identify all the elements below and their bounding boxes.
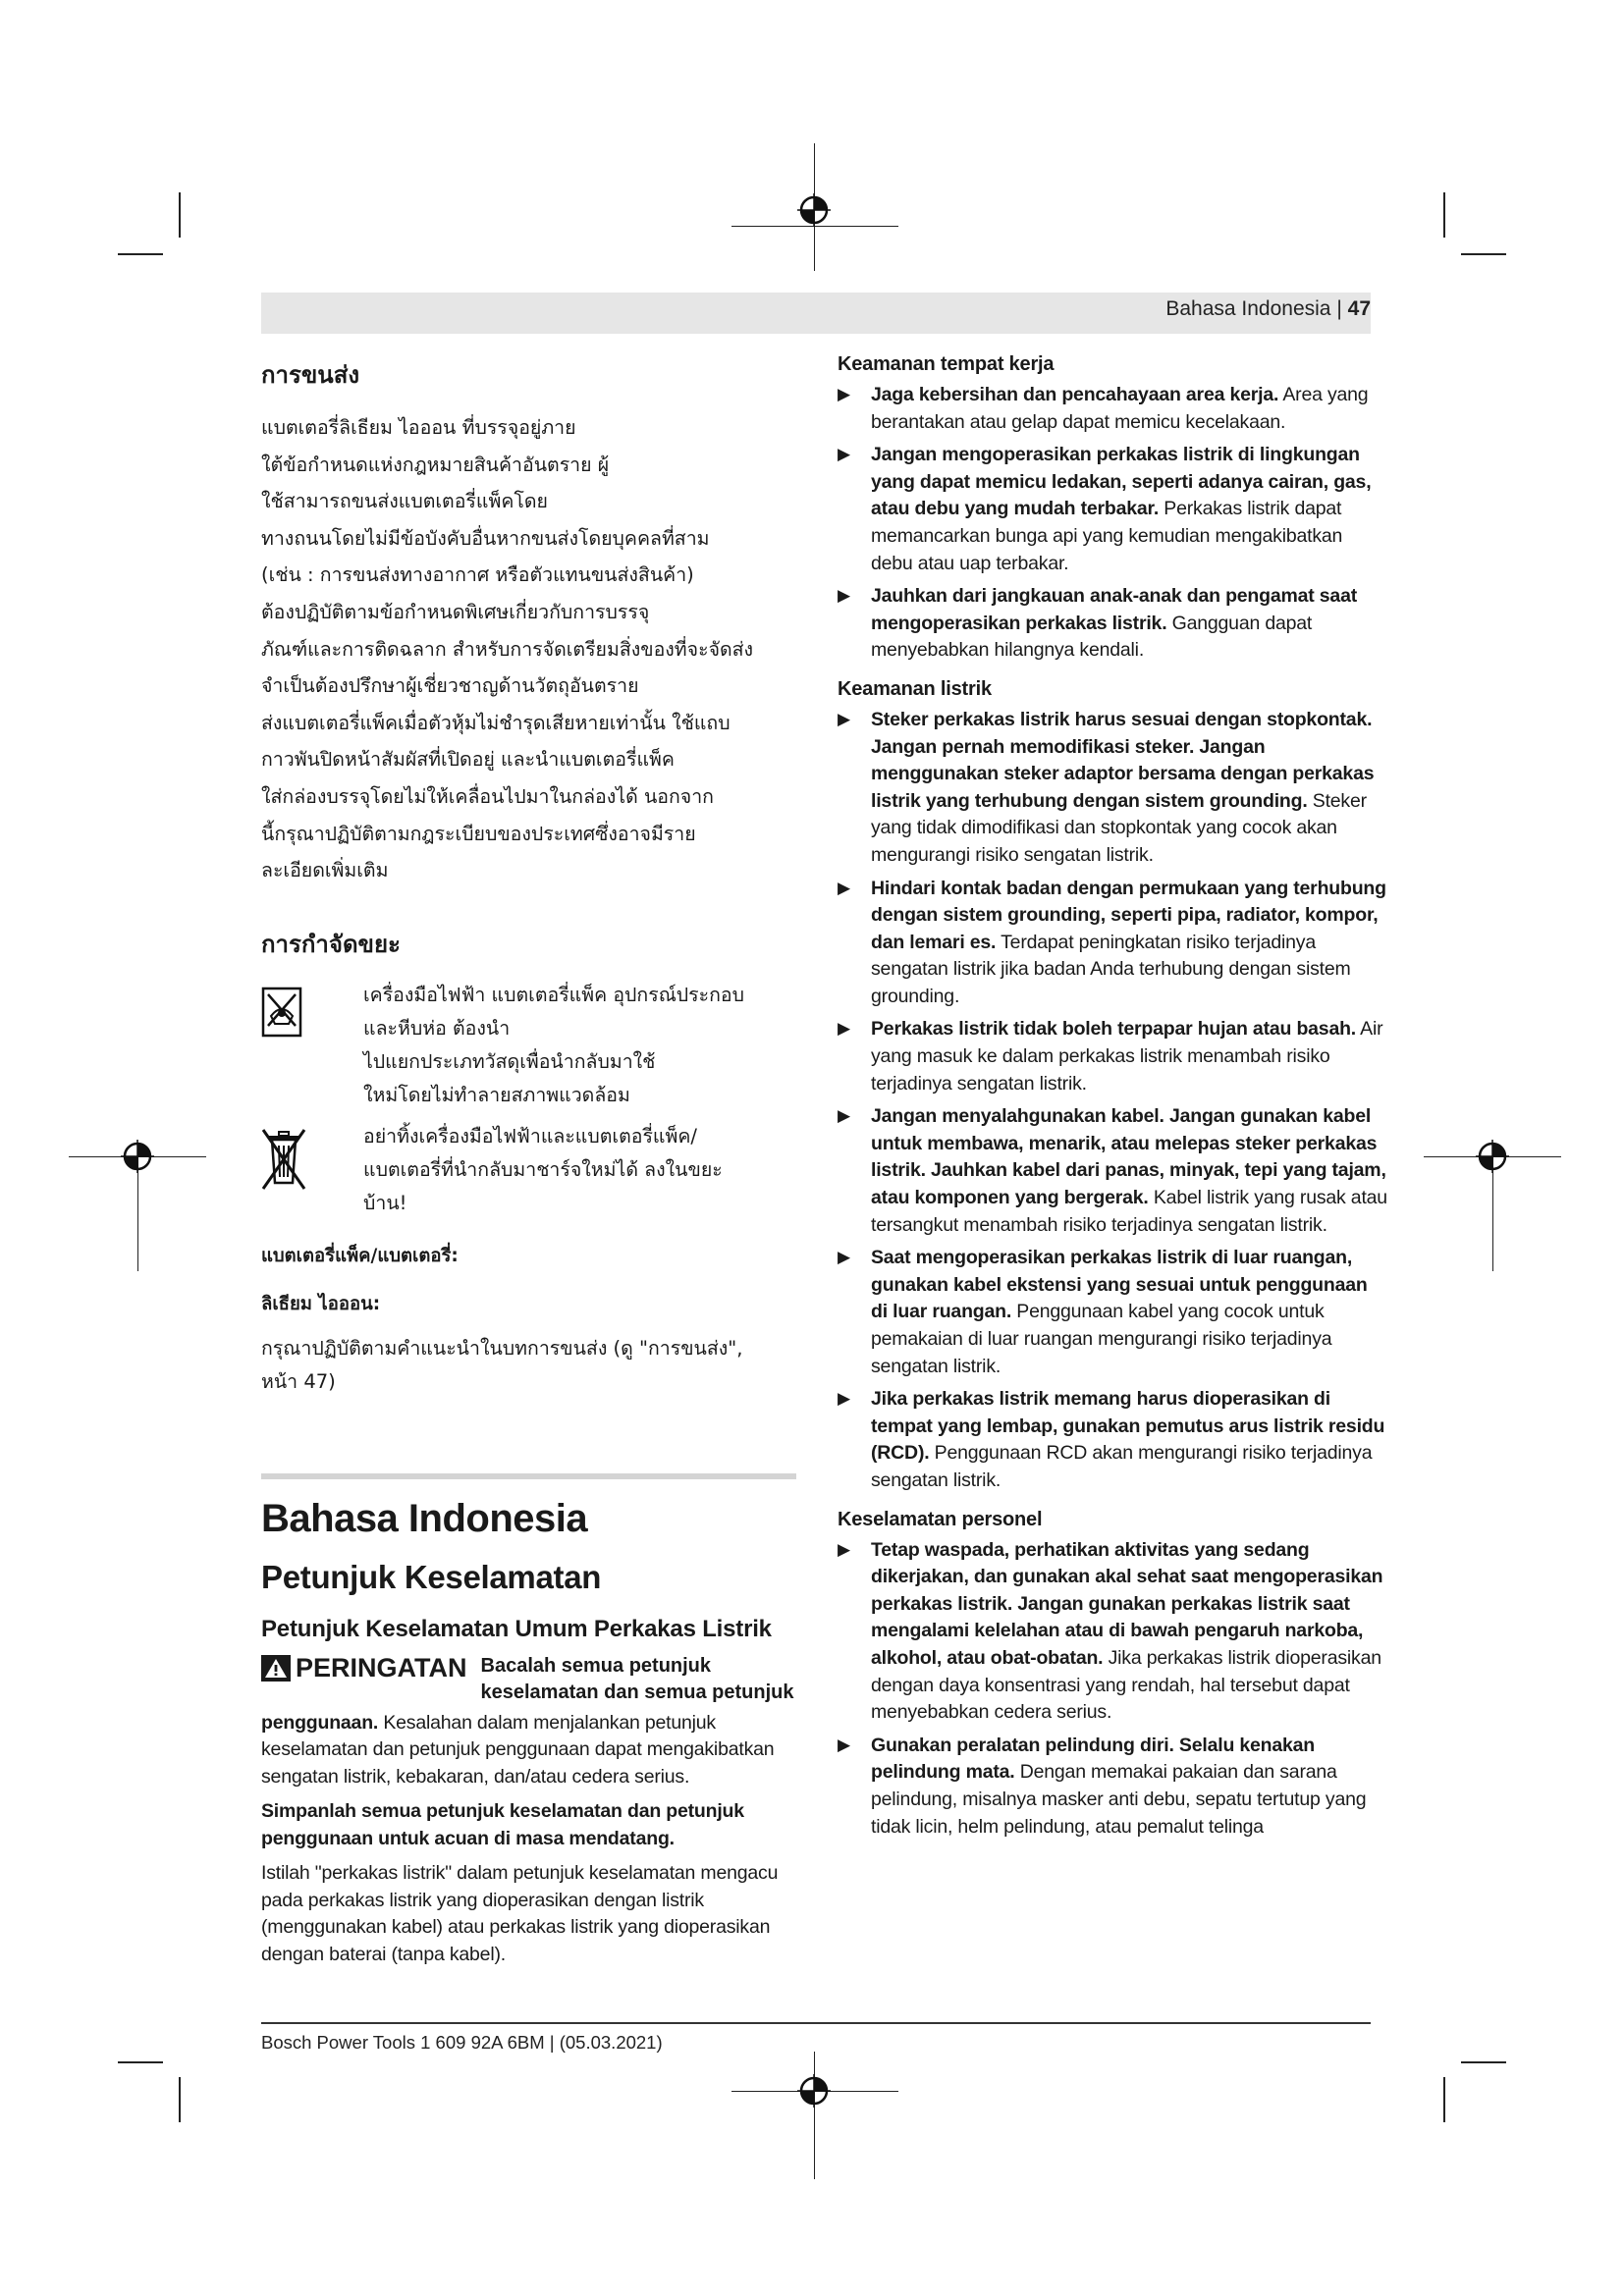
list-item <box>838 442 1387 577</box>
section-heading: Keamanan tempat kerja <box>838 353 1055 375</box>
disposal-line: แบตเตอรี่ที่นำกลับมาชาร์จใหม่ได้ ลงในขยะ <box>363 1157 723 1181</box>
right-column <box>838 346 1387 1846</box>
warning-label: PERINGATAN <box>296 1652 467 1682</box>
item-bold: Perkakas listrik tidak boleh terpapar hujan atau basah. <box>871 1018 1357 1041</box>
general-safety-title: Petunjuk Keselamatan Umum Perkakas Listrik <box>261 1615 772 1642</box>
disposal-line: บ้าน! <box>363 1191 407 1214</box>
registration-target-icon <box>1476 1140 1509 1173</box>
lithium-heading: ลิเธียม ไอออน: <box>261 1293 381 1314</box>
list-item <box>838 876 1387 1011</box>
disposal-title: การกำจัดขยะ <box>261 930 401 958</box>
registration-line <box>814 2052 815 2179</box>
list-item <box>838 382 1387 436</box>
transport-line: แบตเตอรี่ลิเธียม ไอออน ที่บรรจุอยู่ภาย <box>261 416 576 439</box>
item-text: Air yang masuk ke dalam perkakas listrik menambah risiko terjadinya sengatan listrik. <box>871 1018 1383 1095</box>
item-text: Kabel listrik yang rusak atau tersangkut menambah risiko terjadinya sengatan listrik. <box>871 1187 1387 1236</box>
transport-line: ทางถนนโดยไม่มีข้อบังคับอื่นหากขนส่งโดยบุคคลที่สาม <box>261 526 710 550</box>
list-item <box>838 583 1387 665</box>
registration-target-icon <box>797 193 831 227</box>
list-item <box>838 1537 1387 1727</box>
item-text: Penggunaan kabel yang cocok untuk pemakaian di luar ruangan mengurangi risiko terjadinya sengatan listrik. <box>871 1301 1332 1377</box>
disposal-item-recycle <box>261 979 796 1112</box>
bullet-arrow-icon: ▶ <box>838 385 851 403</box>
item-bold: Saat mengoperasikan perkakas listrik di luar ruangan, gunakan kabel ekstensi yang sesuai untuk penggunaan di luar ruangan. <box>871 1247 1368 1323</box>
crop-mark <box>118 2061 163 2063</box>
transport-line: ต้องปฏิบัติตามข้อกำหนดพิเศษเกี่ยวกับการบรรจุ <box>261 600 650 623</box>
recycle-pictogram-icon <box>261 979 363 1042</box>
list-item <box>838 707 1387 870</box>
bullet-arrow-icon: ▶ <box>838 1106 851 1126</box>
term-definition: Istilah "perkakas listrik" dalam petunjuk keselamatan mengacu pada perkakas listrik yang dioperasikan dengan listrik (menggunakan kabel) atau perkakas listrik yang dioperasikan dengan baterai (tanpa kabel). <box>261 1862 779 1965</box>
crop-mark <box>1461 2061 1506 2063</box>
warning-triangle-icon <box>261 1655 291 1682</box>
list-item <box>838 1016 1387 1097</box>
transport-body <box>261 409 796 889</box>
item-text: Jika perkakas listrik dioperasikan dengan daya konsentrasi yang rendah, hal tersebut dapat menyebabkan cedera serius. <box>871 1646 1381 1724</box>
transport-line: ส่งแบตเตอรี่แพ็คเมื่อตัวหุ้มไม่ชำรุดเสียหายเท่านั้น ใช้แถบ <box>261 711 731 734</box>
item-bold: Jauhkan dari jangkauan anak-anak dan pengamat saat mengoperasikan perkakas listrik. <box>871 585 1358 634</box>
transport-line: ใช้สามารถขนส่งแบตเตอรี่แพ็คโดย <box>261 490 548 513</box>
section-divider <box>261 1473 796 1479</box>
disposal-line: และหีบห่อ ต้องนำ <box>363 1016 511 1040</box>
item-bold: Jangan menyalahgunakan kabel. Jangan gunakan kabel untuk membawa, menarik, atau melepas steker perkakas listrik. Jauhkan kabel dari panas, minyak, tepi yang tajam, atau komponen yang bergerak. <box>871 1105 1386 1209</box>
registration-target-icon <box>797 2074 831 2108</box>
crop-mark <box>1443 192 1445 238</box>
item-text: Area yang berantakan atau gelap dapat memicu kecelakaan. <box>871 384 1369 433</box>
bullet-arrow-icon: ▶ <box>838 1019 851 1039</box>
item-text: Steker yang tidak dimodifikasi dan stopkontak yang cocok akan mengurangi risiko sengatan listrik. <box>871 789 1367 866</box>
transport-reference <box>261 1332 796 1399</box>
transport-line: ละเอียดเพิ่มเติม <box>261 859 389 882</box>
disposal-line: เครื่องมือไฟฟ้า แบตเตอรี่แพ็ค อุปกรณ์ประกอบ <box>363 983 745 1006</box>
item-bold: Steker perkakas listrik harus sesuai dengan stopkontak. Jangan pernah memodifikasi steker. Jangan menggunakan steker adaptor bersama dengan perkakas listrik yang terhubung dengan sistem grounding. <box>871 708 1375 812</box>
warning-lead-line: keselamatan dan semua petunjuk <box>480 1681 794 1703</box>
save-instructions <box>261 1798 796 1852</box>
list-item <box>838 1386 1387 1494</box>
warning-text <box>261 1710 796 1791</box>
section-heading: Keamanan listrik <box>838 677 992 700</box>
disposal-line: ไปแยกประเภทวัสดุเพื่อนำกลับมาใช้ <box>363 1049 656 1073</box>
bullet-arrow-icon: ▶ <box>838 445 851 464</box>
item-bold: Jaga kebersihan dan pencahayaan area kerja. <box>871 384 1279 405</box>
item-text: Dengan memakai pakaian dan sarana pelindung, misalnya masker anti debu, sepatu tertutup yang tidak licin, helm pelindung, atau pemalut telinga <box>871 1761 1367 1838</box>
warning-block <box>261 1653 796 1706</box>
bullet-arrow-icon: ▶ <box>838 1735 851 1754</box>
warning-cont-bold: penggunaan. <box>261 1711 379 1734</box>
transport-title: การขนส่ง <box>261 361 360 389</box>
crop-mark <box>179 192 181 238</box>
list-item <box>838 1733 1387 1841</box>
bullet-arrow-icon: ▶ <box>838 878 851 897</box>
disposal-line: ใหม่โดยไม่ทำลายสภาพแวดล้อม <box>363 1083 630 1106</box>
bullet-arrow-icon: ▶ <box>838 1248 851 1267</box>
warning-badge <box>261 1653 467 1683</box>
warning-cont: Kesalahan dalam menjalankan petunjuk keselamatan dan petunjuk penggunaan dapat mengakibatkan sengatan listrik, kebakaran, dan/atau cedera serius. <box>261 1711 775 1788</box>
item-text: Gangguan dapat menyebabkan hilangnya kendali. <box>871 612 1313 662</box>
item-text: Perkakas listrik dapat memancarkan bunga api yang kemudian mengakibatkan debu atau uap terbakar. <box>871 498 1343 574</box>
bullet-arrow-icon: ▶ <box>838 586 851 606</box>
item-bold: Jika perkakas listrik memang harus dioperasikan di tempat yang lembap, gunakan pemutus arus listrik residu (RCD). <box>871 1388 1385 1465</box>
crop-mark <box>118 253 163 255</box>
crop-mark <box>1461 253 1506 255</box>
reference-line: หน้า 47) <box>261 1369 336 1393</box>
list-item <box>838 1245 1387 1380</box>
list-item <box>838 1103 1387 1239</box>
item-bold: Tetap waspada, perhatikan aktivitas yang sedang dikerjakan, dan gunakan akal sehat saat mengoperasikan perkakas listrik. Jangan gunakan perkakas listrik saat mengalami kelelahan atau di bawah pengaruh narkoba, alkohol, atau obat-obatan. <box>871 1538 1383 1669</box>
item-bold: Gunakan peralatan pelindung diri. Selalu kenakan pelindung mata. <box>871 1734 1316 1784</box>
reference-line: กรุณาปฏิบัติตามคำแนะนำในบทการขนส่ง (ดู "การขนส่ง", <box>261 1336 743 1360</box>
language-title: Bahasa Indonesia <box>261 1496 588 1540</box>
item-text: Terdapat peningkatan risiko terjadinya sengatan listrik jika badan Anda terhubung dengan sistem grounding. <box>871 931 1351 1007</box>
header-section: Bahasa Indonesia <box>1165 297 1331 320</box>
section-heading: Keselamatan personel <box>838 1508 1043 1530</box>
item-text: Penggunaan RCD akan mengurangi risiko terjadinya sengatan listrik. <box>871 1442 1373 1491</box>
header-separator: | <box>1336 297 1342 320</box>
transport-line: (เช่น : การขนส่งทางอากาศ หรือตัวแทนขนส่งสินค้า) <box>261 563 694 587</box>
page-footer: Bosch Power Tools 1 609 92A 6BM | (05.03.2021) <box>261 2032 663 2053</box>
transport-line: ใส่กล่องบรรจุโดยไม่ให้เคลื่อนไปมาในกล่องได้ นอกจาก <box>261 784 714 808</box>
crop-mark <box>1443 2077 1445 2122</box>
safety-title: Petunjuk Keselamatan <box>261 1558 602 1595</box>
transport-line: นี้กรุณาปฏิบัติตามกฎระเบียบของประเทศซึ่งอาจมีราย <box>261 822 696 845</box>
page-number: 47 <box>1347 297 1371 320</box>
transport-line: กาวพันปิดหน้าสัมผัสที่เปิดอยู่ และนำแบตเตอรี่แพ็ค <box>261 748 675 772</box>
registration-target-icon <box>121 1140 154 1173</box>
battery-heading: แบตเตอรี่แพ็ค/แบตเตอรี่: <box>261 1245 459 1266</box>
bullet-arrow-icon: ▶ <box>838 1539 851 1559</box>
disposal-line: อย่าทิ้งเครื่องมือไฟฟ้าและแบตเตอรี่แพ็ค/ <box>363 1124 697 1148</box>
bullet-arrow-icon: ▶ <box>838 1389 851 1409</box>
warning-lead-line: Bacalah semua petunjuk <box>480 1654 712 1677</box>
item-bold: Jangan mengoperasikan perkakas listrik di lingkungan yang dapat memicu ledakan, seperti adanya cairan, gas, atau debu yang mudah terbakar. <box>871 444 1372 520</box>
item-bold: Hindari kontak badan dengan permukaan yang terhubung dengan sistem grounding, seperti pipa, radiator, kompor, dan lemari es. <box>871 877 1386 953</box>
transport-line: จำเป็นต้องปรึกษาผู้เชี่ยวชาญด้านวัตถุอันตราย <box>261 674 639 698</box>
footer-rule <box>261 2022 1371 2024</box>
page-header <box>1165 297 1371 321</box>
crossed-bin-icon <box>261 1120 363 1196</box>
transport-line: ภัณฑ์และการติดฉลาก สำหรับการจัดเตรียมสิ่งของที่จะจัดส่ง <box>261 637 754 661</box>
bullet-arrow-icon: ▶ <box>838 709 851 728</box>
crop-mark <box>179 2077 181 2122</box>
transport-line: ใต้ข้อกำหนดแห่งกฎหมายสินค้าอันตราย ผู้ <box>261 453 610 476</box>
save-instructions-bold: Simpanlah semua petunjuk keselamatan dan petunjuk penggunaan untuk acuan di masa mendatang. <box>261 1800 744 1849</box>
disposal-item-bin <box>261 1120 796 1220</box>
left-column <box>261 346 796 1976</box>
